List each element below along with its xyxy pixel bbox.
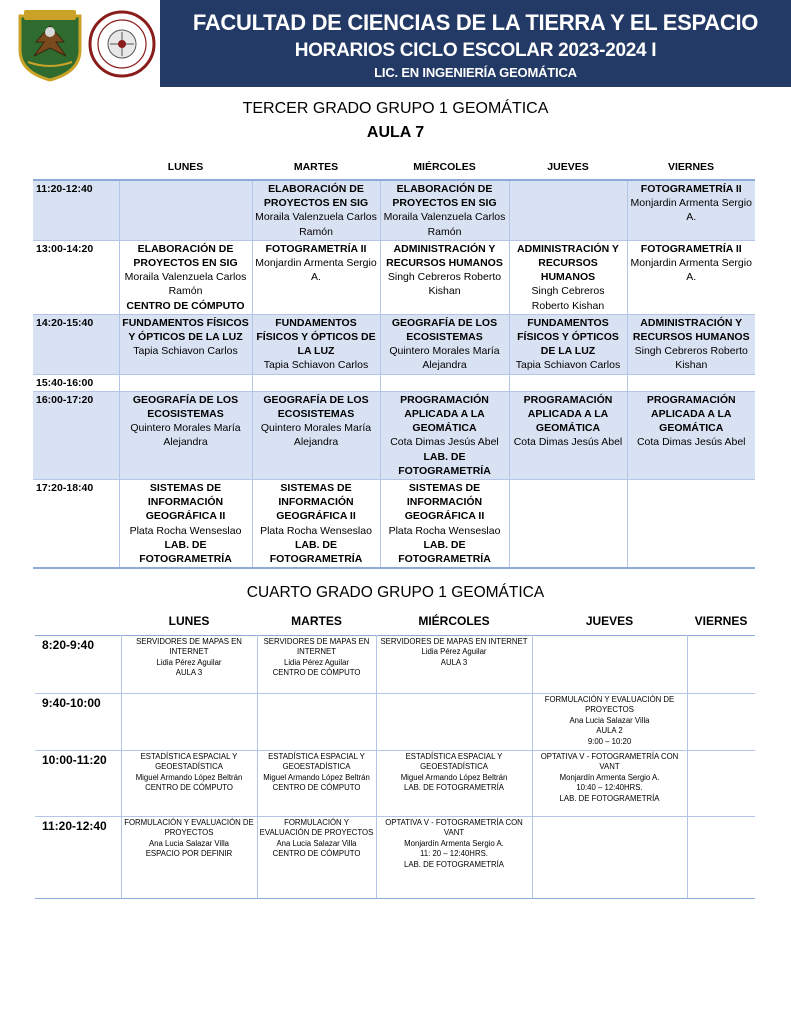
- course-detail: Plata Rocha Wenseslao: [388, 524, 501, 537]
- course-detail-bold: LAB. DE FOTOGRAMETRÍA: [139, 538, 232, 566]
- course-detail: Quintero Morales María Alejandra: [130, 422, 241, 449]
- course-detail: Cota Dimas Jesús Abel: [513, 436, 623, 449]
- course-name: SERVIDORES DE MAPAS EN INTERNET: [380, 637, 528, 646]
- course-detail-bold: PROGRAMACIÓN APLICADA A LA GEOMÁTICA: [400, 393, 489, 435]
- time-slot: 9:40-10:00: [35, 694, 121, 751]
- course-detail: Monjardín Armenta Sergio A.: [559, 772, 660, 782]
- time-slot: 11:20-12:40: [33, 180, 119, 240]
- table2-title: CUARTO GRADO GRUPO 1 GEOMÁTICA: [246, 584, 545, 601]
- course-detail: Monjardin Armenta Sergio A.: [630, 257, 752, 284]
- course-detail: LAB. DE FOTOGRAMETRÍA: [404, 783, 504, 793]
- course-detail-bold: SISTEMAS DE INFORMACIÓN GEOGRÁFICA II: [145, 482, 226, 523]
- class-cell: [532, 694, 687, 751]
- class-cell: [376, 817, 532, 899]
- class-cell: [687, 636, 755, 694]
- class-cell: [257, 751, 376, 817]
- day-header: VIERNES: [667, 160, 715, 173]
- course-detail: Moraila Valenzuela Carlos Ramón: [255, 211, 377, 238]
- class-cell: [627, 240, 755, 314]
- course-name: OPTATIVA V - FOTOGRAMETRÍA CON VANT: [385, 818, 523, 838]
- day-header: LUNES: [168, 614, 210, 629]
- course-detail: Cota Dimas Jesús Abel: [636, 436, 746, 449]
- class-cell: [257, 817, 376, 899]
- class-cell: [687, 751, 755, 817]
- course-detail: Monjardin Armenta Sergio A.: [630, 197, 752, 224]
- class-cell: [121, 751, 257, 817]
- course-detail: Singh Cebreros Roberto Kishan: [387, 271, 502, 298]
- table-row: [33, 180, 755, 240]
- logo-panel: [0, 0, 160, 87]
- fourth-grade-schedule-table: [35, 608, 755, 899]
- course-detail: CENTRO DE CÓMPUTO: [272, 668, 361, 678]
- course-detail: Singh Cebreros Roberto Kishan: [634, 345, 748, 372]
- faculty-shield-logo-icon: [14, 6, 86, 82]
- course-detail: CENTRO DE CÓMPUTO: [272, 849, 361, 859]
- course-detail: Tapia Schiavon Carlos: [263, 359, 369, 372]
- course-detail: Moraila Valenzuela Carlos Ramón: [383, 211, 506, 238]
- course-detail-bold: ADMINISTRACIÓN Y RECURSOS HUMANOS: [632, 316, 750, 344]
- course-detail-bold: PROGRAMACIÓN APLICADA A LA GEOMÁTICA: [523, 393, 613, 435]
- course-detail: CENTRO DE CÓMPUTO: [145, 783, 233, 793]
- header-banner: [0, 0, 791, 87]
- class-cell: [376, 751, 532, 817]
- class-cell: [252, 240, 380, 314]
- class-cell: [627, 374, 755, 391]
- header-text: [160, 0, 791, 87]
- faculty-name: FACULTAD DE CIENCIAS DE LA TIERRA Y EL ESPACIO: [192, 10, 759, 35]
- table-row: [33, 374, 755, 391]
- day-header: MIÉRCOLES: [418, 614, 490, 629]
- course-detail: Ana Lucia Salazar Villa: [569, 715, 650, 725]
- table-row: [33, 391, 755, 479]
- course-detail-bold: LAB. DE FOTOGRAMETRÍA: [398, 538, 491, 566]
- course-detail: AULA 3: [440, 657, 468, 667]
- course-detail: LAB. DE FOTOGRAMETRÍA: [559, 793, 660, 803]
- course-detail-bold: FUNDAMENTOS FÍSICOS Y ÓPTICOS DE LA LUZ: [517, 316, 619, 358]
- time-slot: 13:00-14:20: [33, 240, 119, 314]
- class-cell: [380, 480, 509, 569]
- class-cell: [380, 391, 509, 479]
- course-detail-bold: CENTRO DE CÓMPUTO: [126, 299, 245, 312]
- class-cell: [121, 694, 257, 751]
- course-detail: CENTRO DE CÓMPUTO: [272, 783, 361, 793]
- time-slot: 14:20-15:40: [33, 314, 119, 374]
- class-cell: [252, 180, 380, 240]
- course-detail-bold: ADMINISTRACIÓN Y RECURSOS HUMANOS: [517, 242, 619, 284]
- course-name: ESTADÍSTICA ESPACIAL Y GEOESTADÍSTICA: [268, 752, 365, 772]
- course-detail-bold: GEOGRAFÍA DE LOS ECOSISTEMAS: [391, 316, 498, 344]
- course-detail-bold: FUNDAMENTOS FÍSICOS Y ÓPTICOS DE LA LUZ: [256, 316, 376, 358]
- course-detail-bold: ADMINISTRACIÓN Y RECURSOS HUMANOS: [386, 242, 503, 270]
- course-name: FORMULACIÓN Y EVALUACIÓN DE PROYECTOS: [544, 695, 675, 715]
- day-header: MARTES: [291, 614, 342, 629]
- course-detail-bold: FOTOGRAMETRÍA II: [640, 183, 742, 195]
- course-detail-bold: GEOGRAFÍA DE LOS ECOSISTEMAS: [132, 393, 239, 421]
- course-detail: Ana Lucia Salazar Villa: [276, 838, 357, 848]
- course-detail: Plata Rocha Wenseslao: [260, 524, 372, 537]
- table-header-row: [33, 152, 755, 180]
- course-detail: 11: 20 – 12:40HRS.: [420, 849, 488, 859]
- time-column-header: [35, 608, 121, 636]
- course-name: SERVIDORES DE MAPAS EN INTERNET: [136, 637, 242, 657]
- university-seal-logo-icon: [88, 8, 156, 80]
- class-cell: [121, 817, 257, 899]
- table-row: [35, 817, 755, 899]
- class-cell: [252, 374, 380, 391]
- third-grade-schedule-table: [33, 152, 755, 569]
- class-cell: [509, 314, 627, 374]
- course-name: FORMULACIÓN Y EVALUACIÓN DE PROYECTOS: [259, 818, 374, 838]
- course-detail-bold: FUNDAMENTOS FÍSICOS Y ÓPTICOS DE LA LUZ: [122, 316, 249, 344]
- class-cell: [532, 751, 687, 817]
- day-header: LUNES: [167, 160, 204, 173]
- course-detail: Lidia Pérez Aguilar: [283, 657, 349, 667]
- class-cell: [252, 480, 380, 569]
- course-detail-bold: PROGRAMACIÓN APLICADA A LA GEOMÁTICA: [646, 393, 736, 435]
- course-detail: Monjardín Armenta Sergio A.: [404, 838, 504, 848]
- course-detail: 10:40 – 12:40HRS.: [576, 783, 643, 793]
- class-cell: [627, 391, 755, 479]
- day-header: JUEVES: [547, 160, 589, 173]
- class-cell: [119, 391, 252, 479]
- class-cell: [380, 374, 509, 391]
- class-cell: [509, 374, 627, 391]
- course-detail: Moraila Valenzuela Carlos Ramón: [124, 271, 247, 298]
- course-detail: Lidia Pérez Aguilar: [421, 647, 487, 657]
- course-detail: Cota Dimas Jesús Abel: [390, 436, 499, 449]
- course-name: ESTADÍSTICA ESPACIAL Y GEOESTADÍSTICA: [140, 752, 238, 772]
- class-cell: [627, 480, 755, 569]
- class-cell: [257, 636, 376, 694]
- time-slot: 16:00-17:20: [33, 391, 119, 479]
- course-detail-bold: SISTEMAS DE INFORMACIÓN GEOGRÁFICA II: [404, 482, 485, 523]
- class-cell: [509, 391, 627, 479]
- course-detail: ESPACIO POR DEFINIR: [145, 849, 233, 859]
- class-cell: [380, 314, 509, 374]
- time-slot: 10:00-11:20: [35, 751, 121, 817]
- course-detail-bold: SISTEMAS DE INFORMACIÓN GEOGRÁFICA II: [276, 482, 356, 523]
- class-cell: [509, 480, 627, 569]
- course-name: FORMULACIÓN Y EVALUACIÓN DE PROYECTOS: [124, 818, 254, 838]
- schedule-cycle-title: HORARIOS CICLO ESCOLAR 2023-2024 I: [294, 40, 657, 61]
- course-detail-bold: ELABORACIÓN DE PROYECTOS EN SIG: [392, 183, 497, 210]
- table-row: [35, 751, 755, 817]
- class-cell: [376, 636, 532, 694]
- class-cell: [627, 180, 755, 240]
- class-cell: [380, 240, 509, 314]
- time-column-header: [33, 152, 119, 180]
- course-detail-bold: ELABORACIÓN DE PROYECTOS EN SIG: [263, 183, 369, 210]
- course-name: ESTADÍSTICA ESPACIAL Y GEOESTADÍSTICA: [405, 752, 503, 772]
- course-detail-bold: LAB. DE FOTOGRAMETRÍA: [398, 450, 491, 477]
- course-detail: AULA 3: [175, 668, 203, 678]
- course-detail: Monjardin Armenta Sergio A.: [255, 257, 377, 284]
- course-detail: Quintero Morales María Alejandra: [260, 422, 372, 449]
- course-name: OPTATIVA V - FOTOGRAMETRÍA CON VANT: [540, 752, 679, 772]
- day-header: MIÉRCOLES: [413, 160, 476, 173]
- class-cell: [252, 314, 380, 374]
- time-slot: 17:20-18:40: [33, 480, 119, 569]
- class-cell: [119, 480, 252, 569]
- table-row: [33, 314, 755, 374]
- time-slot: 15:40-16:00: [33, 374, 119, 391]
- class-cell: [509, 180, 627, 240]
- class-cell: [376, 694, 532, 751]
- day-header: JUEVES: [585, 614, 634, 629]
- course-detail: Miguel Armando López Beltrán: [263, 772, 370, 782]
- course-detail: Ana Lucia Salazar Villa: [148, 838, 230, 848]
- class-cell: [119, 314, 252, 374]
- course-detail: Plata Rocha Wenseslao: [129, 524, 242, 537]
- class-cell: [119, 240, 252, 314]
- class-cell: [687, 694, 755, 751]
- class-cell: [627, 314, 755, 374]
- course-detail: Miguel Armando López Beltrán: [400, 772, 508, 782]
- class-cell: [257, 694, 376, 751]
- class-cell: [119, 180, 252, 240]
- class-cell: [380, 180, 509, 240]
- course-detail: Tapia Schiavon Carlos: [515, 359, 621, 372]
- course-detail: Singh Cebreros Roberto Kishan: [531, 285, 605, 312]
- class-cell: [121, 636, 257, 694]
- course-detail: Lidia Pérez Aguilar: [156, 657, 222, 667]
- day-header: MARTES: [293, 160, 339, 173]
- course-detail: AULA 2: [596, 726, 623, 736]
- course-detail-bold: FOTOGRAMETRÍA II: [640, 242, 742, 255]
- table-row: [33, 480, 755, 569]
- class-cell: [252, 391, 380, 479]
- time-slot: 11:20-12:40: [35, 817, 121, 899]
- table1-title: TERCER GRADO GRUPO 1 GEOMÁTICA: [242, 100, 549, 117]
- program-name: LIC. EN INGENIERÍA GEOMÁTICA: [374, 65, 577, 80]
- course-name: SERVIDORES DE MAPAS EN INTERNET: [263, 637, 370, 657]
- table-row: [33, 240, 755, 314]
- day-header: VIERNES: [694, 614, 748, 629]
- table-row: [35, 694, 755, 751]
- course-detail: 9:00 – 10:20: [587, 736, 632, 746]
- course-detail-bold: GEOGRAFÍA DE LOS ECOSISTEMAS: [263, 393, 369, 421]
- course-detail-bold: LAB. DE FOTOGRAMETRÍA: [269, 538, 363, 566]
- table-row: [35, 636, 755, 694]
- course-detail-bold: ELABORACIÓN DE PROYECTOS EN SIG: [133, 242, 238, 270]
- course-detail-bold: FOTOGRAMETRÍA II: [265, 242, 367, 255]
- course-detail: Miguel Armando López Beltrán: [135, 772, 243, 782]
- table-header-row: [35, 608, 755, 636]
- time-slot: 8:20-9:40: [35, 636, 121, 694]
- course-detail: LAB. DE FOTOGRAMETRÍA: [404, 859, 504, 869]
- table1-classroom: AULA 7: [366, 124, 425, 141]
- course-detail: Tapia Schiavon Carlos: [133, 345, 238, 358]
- class-cell: [687, 817, 755, 899]
- class-cell: [119, 374, 252, 391]
- class-cell: [509, 240, 627, 314]
- class-cell: [532, 636, 687, 694]
- class-cell: [532, 817, 687, 899]
- course-detail: Quintero Morales María Alejandra: [389, 345, 500, 372]
